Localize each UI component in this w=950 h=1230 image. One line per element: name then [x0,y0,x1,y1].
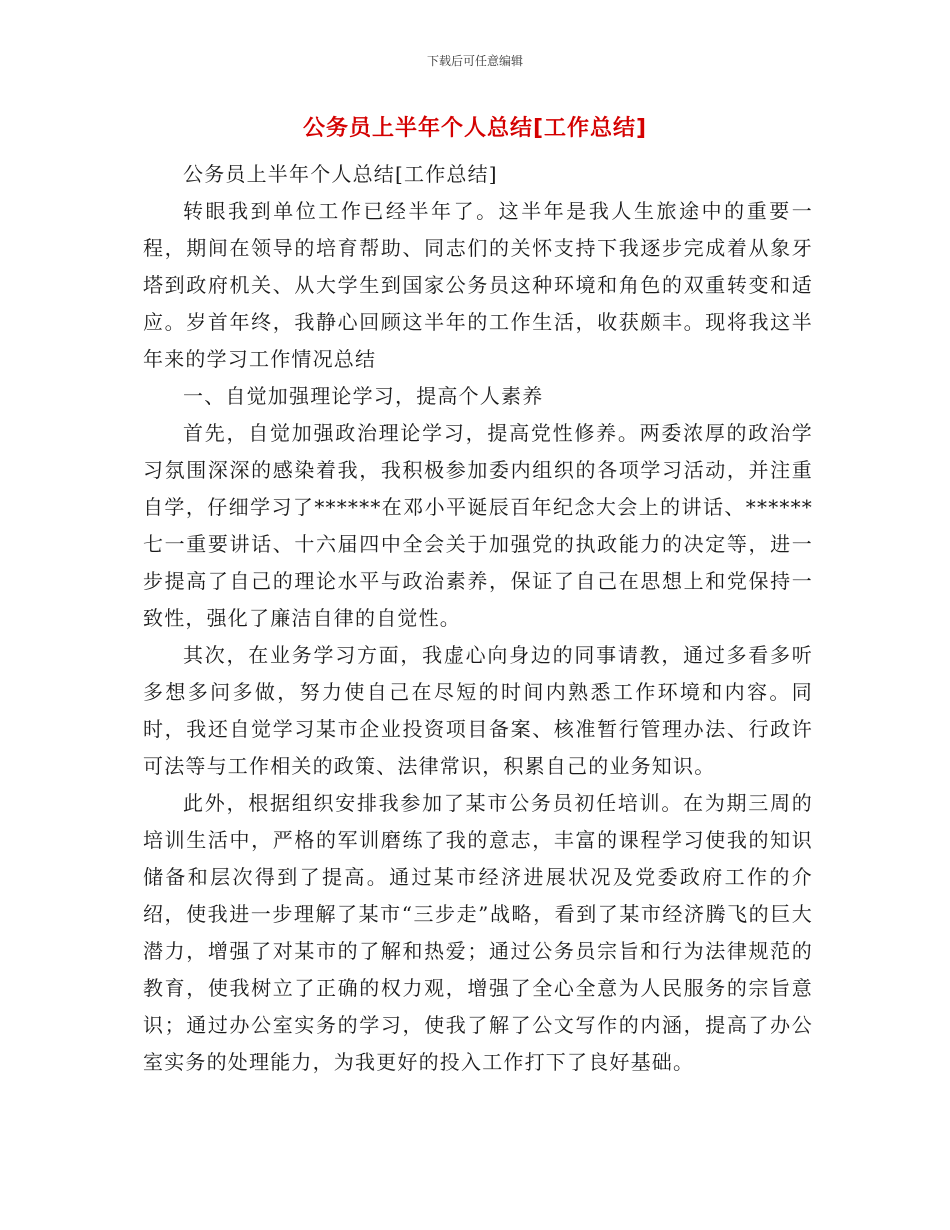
paragraph-subtitle: 公务员上半年个人总结[工作总结] [183,162,498,186]
paragraph-third: 此外，根据组织安排我参加了某市公务员初任培训。在为期三周的培训生活中，严格的军训磨练了我的意志，丰富的课程学习使我的知识储备和层次得到了提高。通过某市经济进展状况及党委政府工作的介绍，使我进一步理解了某市“三步走”战略，看到了某市经济腾飞的巨大潜力，增强了对某市的了解和热爱；通过公务员宗旨和行为法律规范的教育，使我树立了正确的权力观，增强了全心全意为人民服务的宗旨意识；通过办公室实务的学习，使我了解了公文写作的内涵，提高了办公室实务的处理能力，为我更好的投入工作打下了良好基础。 [143,791,813,1074]
header-note: 下载后可任意编辑 [426,54,523,68]
paragraph-intro: 转眼我到单位工作已经半年了。这半年是我人生旅途中的重要一程，期间在领导的培育帮助、同志们的关怀支持下我逐步完成着从象牙塔到政府机关、从大学生到国家公务员这种环境和角色的双重转变和适应。岁首年终，我静心回顾这半年的工作生活，收获颇丰。现将我这半年来的学习工作情况总结 [143,199,813,371]
document-title: 公务员上半年个人总结[工作总结] [302,116,648,141]
section-heading: 一、自觉加强理论学习，提高个人素养 [183,384,544,408]
paragraph-second: 其次，在业务学习方面，我虚心向身边的同事请教，通过多看多听多想多问多做，努力使自己在尽短的时间内熟悉工作环境和内容。同时，我还自觉学习某市企业投资项目备案、核准暂行管理办法、行政许可法等与工作相关的政策、法律常识，积累自己的业务知识。 [143,643,813,778]
paragraph-first: 首先，自觉加强政治理论学习，提高党性修养。两委浓厚的政治学习氛围深深的感染着我，我积极参加委内组织的各项学习活动，并注重自学，仔细学习了******在邓小平诞辰百年纪念大会上的讲话、******七一重要讲话、十六届四中全会关于加强党的执政能力的决定等，进一步提高了自己的理论水平与政治素养，保证了自己在思想上和党保持一致性，强化了廉洁自律的自觉性。 [143,421,813,630]
document-body [143,156,813,1081]
